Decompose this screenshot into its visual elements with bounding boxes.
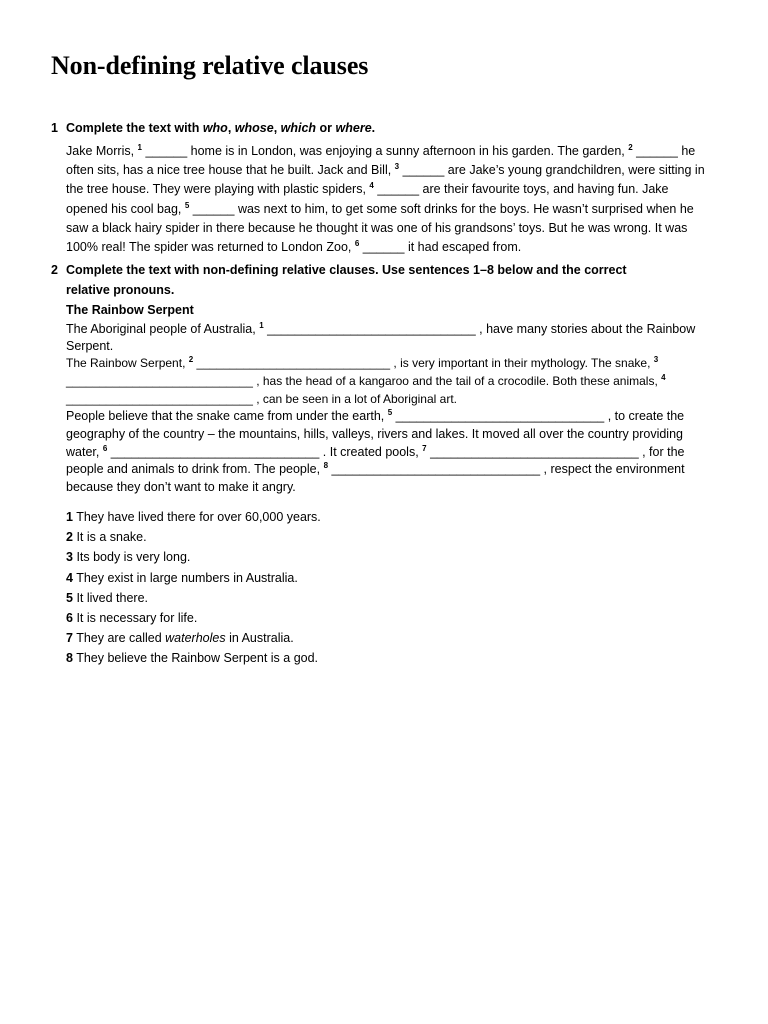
exercise-1	[51, 118, 711, 257]
list-item	[66, 507, 711, 527]
item-number: 4	[66, 570, 73, 585]
item-number: 7	[66, 631, 73, 646]
text-run: The Rainbow Serpent,	[66, 356, 189, 370]
text-run: ______ are their favourite toys, and having fun. Jake opened his cool bag,	[66, 182, 669, 216]
gap-number: 5	[387, 408, 393, 417]
word-which: which	[280, 121, 317, 135]
item-text: It is a snake.	[76, 530, 147, 545]
text-run: ______ he often sits, has a nice tree house that he built. Jack and Bill,	[66, 144, 696, 178]
text-run: Jake Morris,	[66, 144, 138, 158]
instruction-comma: ,	[273, 121, 281, 135]
instruction-text: Complete the text with non-defining relative clauses. Use sentences 1–8 below and the correct	[66, 263, 627, 277]
text-run: ______ was next to him, to get some soft drinks for the boys. He wasn’t surprised when he saw a black hairy spider in there because he thought it was one of his grandsons’ toys. But he was wrong. It was 100% real! The spider was returned to London Zoo,	[66, 201, 694, 255]
list-item	[66, 628, 711, 648]
exercise-2-instruction	[51, 260, 711, 280]
gap-number: 4	[369, 181, 374, 191]
page-title: Non-defining relative clauses	[51, 51, 369, 80]
item-number: 2	[66, 530, 73, 545]
gap-number: 3	[653, 355, 659, 364]
paragraph-3	[66, 408, 711, 497]
exercise-1-instruction	[51, 118, 711, 138]
gap-number: 4	[661, 373, 666, 382]
text-run: ______________________________ , to create the geography of the country – the mountains, hills, valleys, rivers and lakes. It moved all over the country providing water,	[66, 409, 685, 459]
item-text: They exist in large numbers in Australia.	[76, 570, 298, 585]
text-run: The Aboriginal people of Australia,	[66, 322, 260, 336]
gap-number: 6	[354, 239, 360, 249]
item-text: They have lived there for over 60,000 years.	[76, 509, 321, 524]
item-number: 8	[66, 651, 73, 666]
exercise-1-number: 1	[51, 121, 58, 135]
item-number: 3	[66, 550, 73, 565]
text-run: ____________________________ , can be seen in a lot of Aboriginal art.	[66, 392, 457, 406]
list-item	[66, 648, 711, 668]
word-whose: whose	[234, 121, 274, 135]
paragraph-2	[66, 354, 711, 408]
item-text: It is necessary for life.	[76, 611, 198, 625]
gap-number: 7	[422, 443, 427, 453]
text-run: _____________________________ , is very important in their mythology. The snake,	[193, 356, 654, 370]
paragraph-1	[66, 321, 711, 354]
word-who: who	[202, 121, 228, 135]
list-item	[66, 547, 711, 567]
item-text: in Australia.	[225, 631, 294, 646]
text-run: ______ home is in London, was enjoying a sunny afternoon in his garden. The garden,	[142, 144, 629, 158]
text-run: ______________________________ , for the people and animals to drink from. The people,	[66, 444, 685, 477]
text-run: ______ it had escaped from.	[359, 240, 522, 255]
gap-number: 8	[323, 461, 329, 471]
item-number: 1	[66, 509, 73, 524]
list-item	[66, 527, 711, 547]
instruction-text: Complete the text with	[66, 121, 203, 135]
list-item	[66, 568, 711, 588]
text-run: ______________________________ , respect the environment because they don’t want to make it angry.	[66, 462, 685, 495]
list-item	[66, 588, 711, 608]
gap-number: 6	[102, 443, 108, 453]
gap-number: 2	[188, 355, 194, 364]
item-text: Its body is very long.	[76, 550, 191, 565]
text-subtitle: The Rainbow Serpent	[66, 303, 194, 317]
list-item	[66, 608, 711, 628]
exercise-2	[51, 260, 711, 669]
exercise-2-instruction-cont: relative pronouns.	[66, 283, 175, 297]
text-run: ______ are Jake’s young grandchildren, were sitting in the tree house. They were playing with plastic spiders,	[66, 163, 705, 197]
gap-number: 1	[137, 143, 142, 152]
text-run: ____________________________ , has the head of a kangaroo and the tail of a crocodile. Both these animals,	[66, 374, 662, 388]
word-where: where	[335, 121, 372, 135]
instruction-period: .	[371, 121, 376, 135]
gap-number: 2	[628, 143, 633, 152]
text-run: ______________________________ . It created pools,	[107, 444, 423, 459]
gap-number: 1	[259, 321, 264, 330]
text-run: ______________________________ , have many stories about the Rainbow Serpent.	[66, 322, 696, 353]
instruction-comma: ,	[227, 121, 235, 135]
item-text: They are called	[76, 631, 166, 646]
instruction-or: or	[316, 121, 336, 135]
gap-number: 3	[394, 162, 400, 172]
item-text: It lived there.	[76, 590, 149, 605]
item-emphasis: waterholes	[165, 631, 226, 646]
exercise-2-number: 2	[51, 263, 58, 277]
item-number: 6	[66, 611, 73, 625]
exercise-1-text	[66, 142, 711, 257]
sentence-list	[66, 507, 711, 669]
item-number: 5	[66, 590, 73, 605]
text-run: People believe that the snake came from under the earth,	[66, 409, 388, 423]
item-text: They believe the Rainbow Serpent is a god.	[76, 651, 319, 666]
gap-number: 5	[184, 200, 190, 210]
